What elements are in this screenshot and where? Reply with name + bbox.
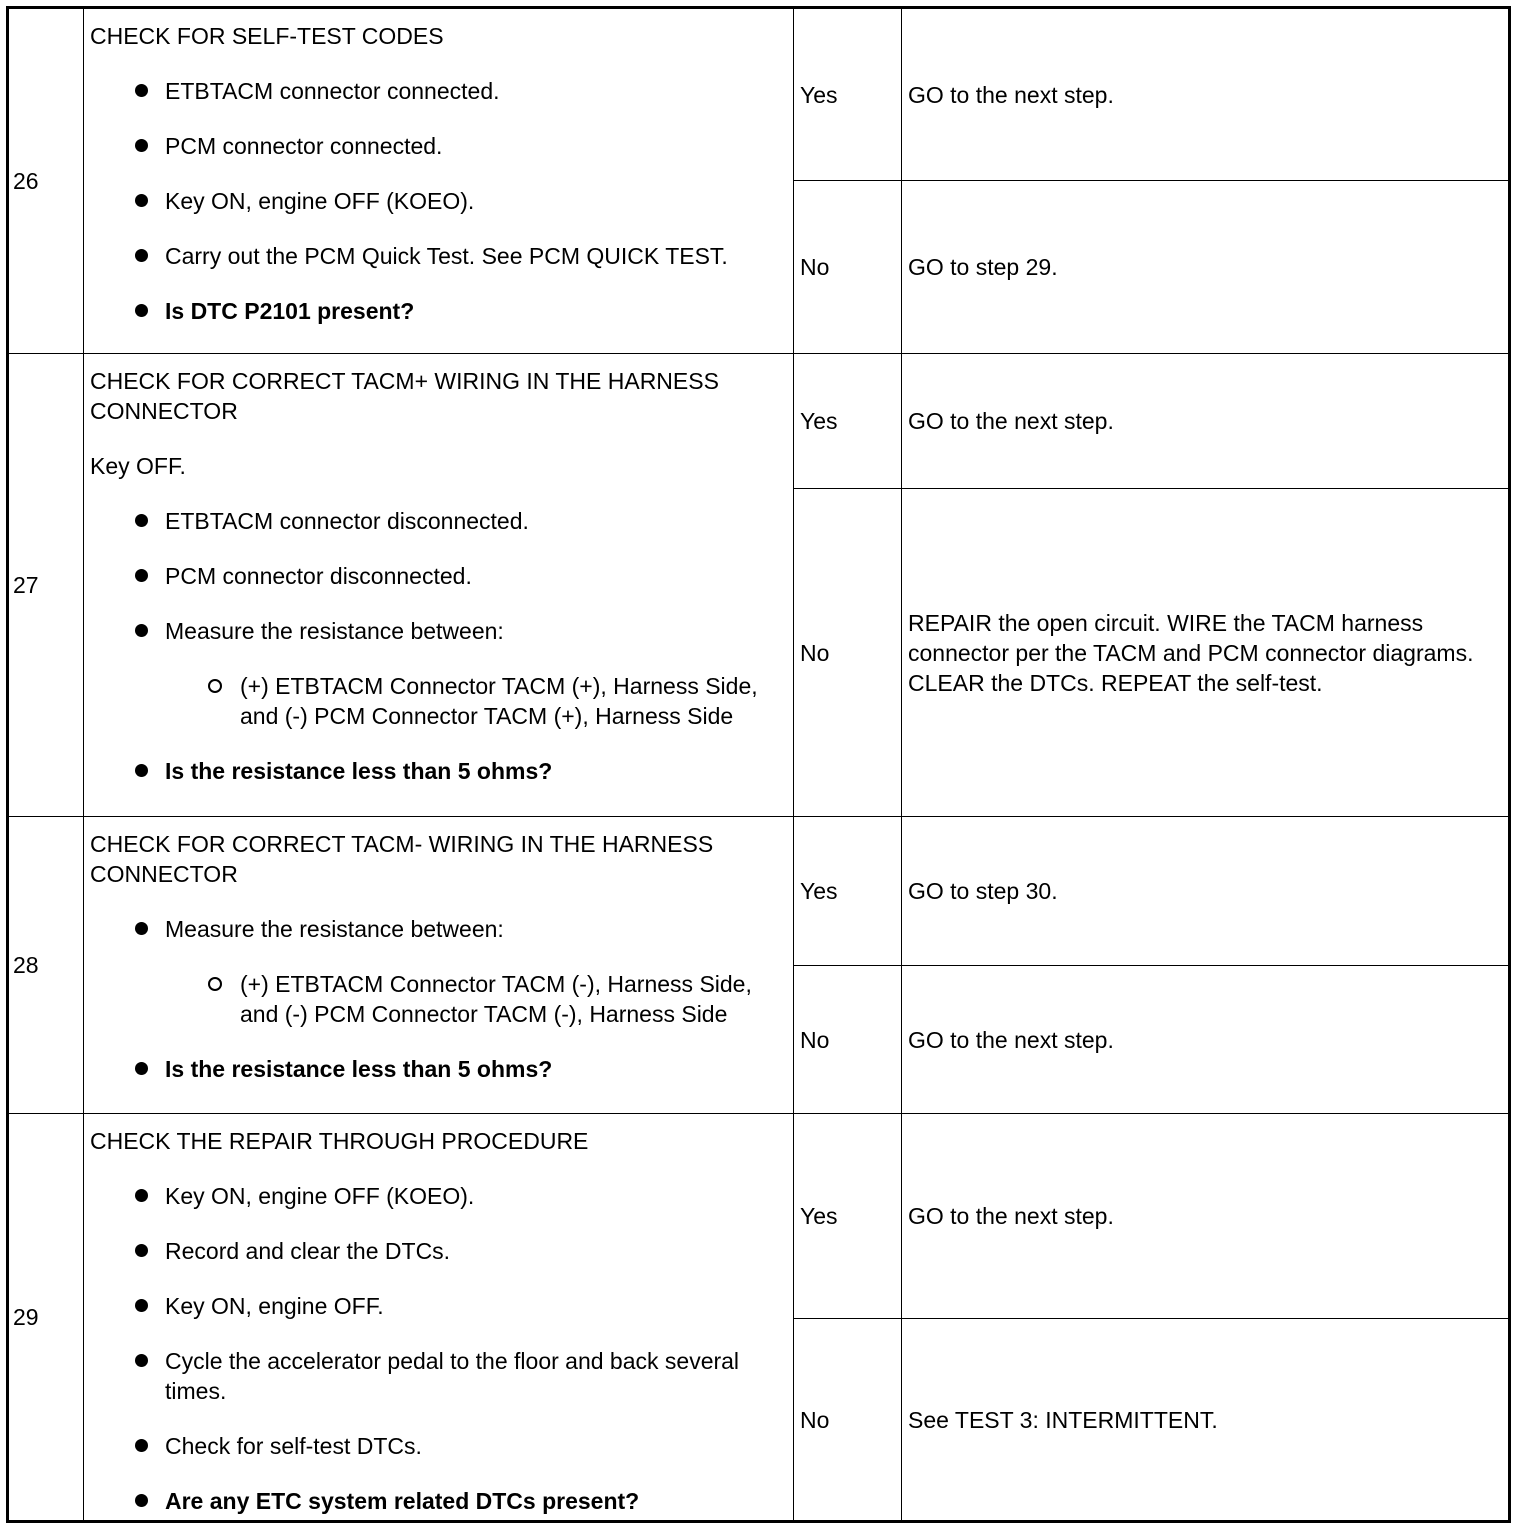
diagnostic-steps-table [6,6,1511,1523]
step-question: Is DTC P2101 present? [90,296,787,326]
yes-result: GO to step 30. [902,817,1510,966]
step-bullet: Record and clear the DTCs. [90,1236,787,1266]
step-sub-list [165,671,787,731]
step-title: CHECK FOR SELF-TEST CODES [90,23,444,49]
step-bullet: Carry out the PCM Quick Test. See PCM QUICK TEST. [90,241,787,271]
step-bullet-list [90,76,787,326]
no-label: No [794,1319,902,1522]
step-29-yes-row [8,1114,1510,1319]
no-result: GO to the next step. [902,966,1510,1114]
step-number: 29 [8,1114,84,1522]
step-sub-bullet: (+) ETBTACM Connector TACM (-), Harness Side, and (-) PCM Connector TACM (-), Harness Side [165,969,787,1029]
step-sub-list [165,969,787,1029]
step-bullet [90,616,787,731]
step-action [84,354,794,817]
step-bullet: Check for self-test DTCs. [90,1431,787,1461]
step-bullet: Cycle the accelerator pedal to the floor and back several times. [90,1346,787,1406]
yes-result: GO to the next step. [902,8,1510,181]
step-bullet: ETBTACM connector connected. [90,76,787,106]
no-result: See TEST 3: INTERMITTENT. [902,1319,1510,1522]
step-bullet-list [90,506,787,786]
step-bullet: Key ON, engine OFF (KOEO). [90,1181,787,1211]
step-bullet: PCM connector disconnected. [90,561,787,591]
yes-label: Yes [794,354,902,489]
step-bullet: Key ON, engine OFF (KOEO). [90,186,787,216]
step-bullet-list [90,914,787,1084]
step-number: 27 [8,354,84,817]
step-28-yes-row [8,817,1510,966]
step-bullet-text: Measure the resistance between: [165,916,504,942]
no-label: No [794,181,902,354]
yes-label: Yes [794,1114,902,1319]
step-action [84,8,794,354]
yes-label: Yes [794,8,902,181]
no-label: No [794,966,902,1114]
yes-result: GO to the next step. [902,1114,1510,1319]
yes-label: Yes [794,817,902,966]
step-question: Is the resistance less than 5 ohms? [90,756,787,786]
step-title: CHECK FOR CORRECT TACM- WIRING IN THE HARNESS CONNECTOR [90,831,714,887]
step-number: 28 [8,817,84,1114]
step-bullet-list [90,1181,787,1516]
step-27-yes-row [8,354,1510,489]
step-action [84,817,794,1114]
step-question: Is the resistance less than 5 ohms? [90,1054,787,1084]
step-sub-bullet: (+) ETBTACM Connector TACM (+), Harness Side, and (-) PCM Connector TACM (+), Harness Side [165,671,787,731]
step-bullet: PCM connector connected. [90,131,787,161]
no-result: GO to step 29. [902,181,1510,354]
step-bullet: Key ON, engine OFF. [90,1291,787,1321]
step-question: Are any ETC system related DTCs present? [90,1486,787,1516]
step-bullet: ETBTACM connector disconnected. [90,506,787,536]
step-bullet-text: Measure the resistance between: [165,618,504,644]
step-number: 26 [8,8,84,354]
step-title: CHECK THE REPAIR THROUGH PROCEDURE [90,1128,589,1154]
step-title: CHECK FOR CORRECT TACM+ WIRING IN THE HARNESS CONNECTOR [90,368,719,424]
no-result: REPAIR the open circuit. WIRE the TACM harness connector per the TACM and PCM connector diagrams. CLEAR the DTCs. REPEAT the self-test. [902,489,1510,817]
step-26-yes-row [8,8,1510,181]
step-action [84,1114,794,1522]
step-intro: Key OFF. [90,453,186,479]
no-label: No [794,489,902,817]
step-bullet [90,914,787,1029]
yes-result: GO to the next step. [902,354,1510,489]
